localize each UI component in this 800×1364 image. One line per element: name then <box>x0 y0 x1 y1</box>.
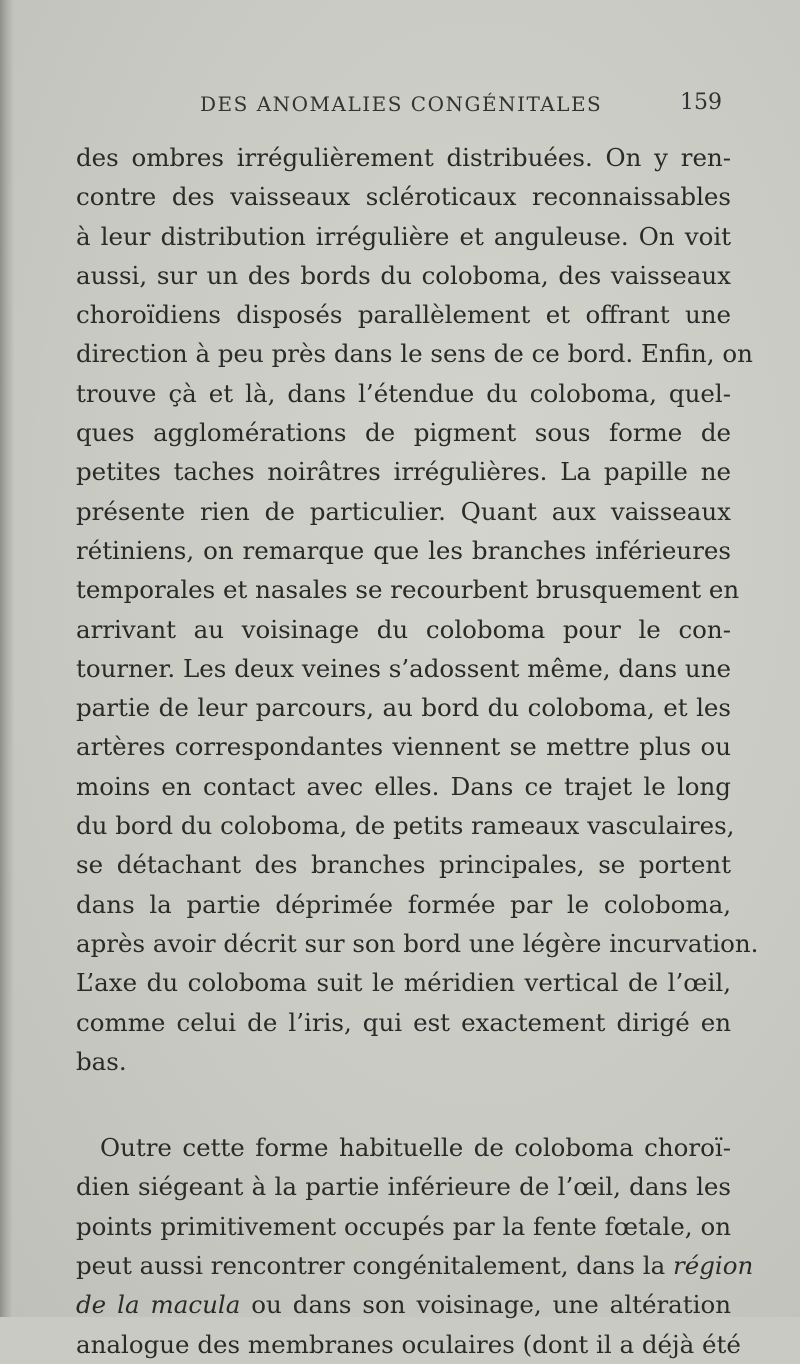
text-line: Outre cette forme habituelle de coloboma choroï- <box>100 1133 731 1163</box>
text-line: du bord du coloboma, de petits rameaux vasculaires, <box>76 811 735 841</box>
text-line: bas. <box>76 1046 127 1076</box>
text-line: à leur distribution irrégulière et anguleuse. On voit <box>76 221 731 251</box>
text-line: présente rien de particulier. Quant aux vaisseaux <box>76 496 731 526</box>
italic-term: région <box>672 1251 754 1281</box>
text-line: se détachant des branches principales, se portent <box>76 850 731 880</box>
text-line: contre des vaisseaux scléroticaux reconnaissables <box>76 182 731 212</box>
text-run: ou dans son voisinage, une altération <box>240 1290 731 1320</box>
text-line: analogue des membranes oculaires (dont il a déjà été <box>76 1329 741 1359</box>
text-line: direction à peu près dans le sens de ce bord. Enfin, on <box>76 339 753 369</box>
body-text <box>76 138 759 1364</box>
text-line <box>76 1285 731 1324</box>
text-line: après avoir décrit sur son bord une légère incurvation. <box>76 928 759 958</box>
text-line: ques agglomérations de pigment sous forme de <box>76 418 731 448</box>
text-line: dans la partie déprimée formée par le coloboma, <box>76 889 731 919</box>
text-line <box>76 1246 754 1285</box>
text-line: points primitivement occupés par la fente fœtale, on <box>76 1211 731 1241</box>
italic-term: de la macula <box>76 1290 241 1320</box>
text-line: tourner. Les deux veines s’adossent même, dans une <box>76 653 731 683</box>
page-number: 159 <box>680 90 722 115</box>
paragraph-2 <box>76 1128 754 1364</box>
text-line: rétiniens, on remarque que les branches inférieures <box>76 535 731 565</box>
text-line: artères correspondantes viennent se mettre plus ou <box>76 732 731 762</box>
text-line: dien siégeant à la partie inférieure de l’œil, dans les <box>76 1172 731 1202</box>
text-run: peut aussi rencontrer congénitalement, dans la <box>76 1251 673 1281</box>
page-header <box>0 88 800 122</box>
text-line: moins en contact avec elles. Dans ce trajet le long <box>76 771 731 801</box>
text-line: arrivant au voisinage du coloboma pour le con- <box>76 614 731 644</box>
text-line: trouve çà et là, dans l’étendue du coloboma, quel- <box>76 378 731 408</box>
text-line: L’axe du coloboma suit le méridien vertical de l’œil, <box>76 968 731 998</box>
text-line: choroïdiens disposés parallèlement et offrant une <box>76 300 731 330</box>
text-line: comme celui de l’iris, qui est exactement dirigé en <box>76 1007 731 1037</box>
page-spine-shadow <box>0 0 14 1317</box>
text-line: aussi, sur un des bords du coloboma, des vaisseaux <box>76 260 731 290</box>
text-line: petites taches noirâtres irrégulières. La papille ne <box>76 457 731 487</box>
running-title: DES ANOMALIES CONGÉNITALES <box>200 92 603 116</box>
text-line: temporales et nasales se recourbent brusquement en <box>76 575 740 605</box>
text-line: partie de leur parcours, au bord du coloboma, et les <box>76 693 731 723</box>
text-line: des ombres irrégulièrement distribuées. On y ren- <box>76 143 731 172</box>
paragraph-gap <box>76 1081 731 1128</box>
paragraph-1 <box>76 138 759 1081</box>
